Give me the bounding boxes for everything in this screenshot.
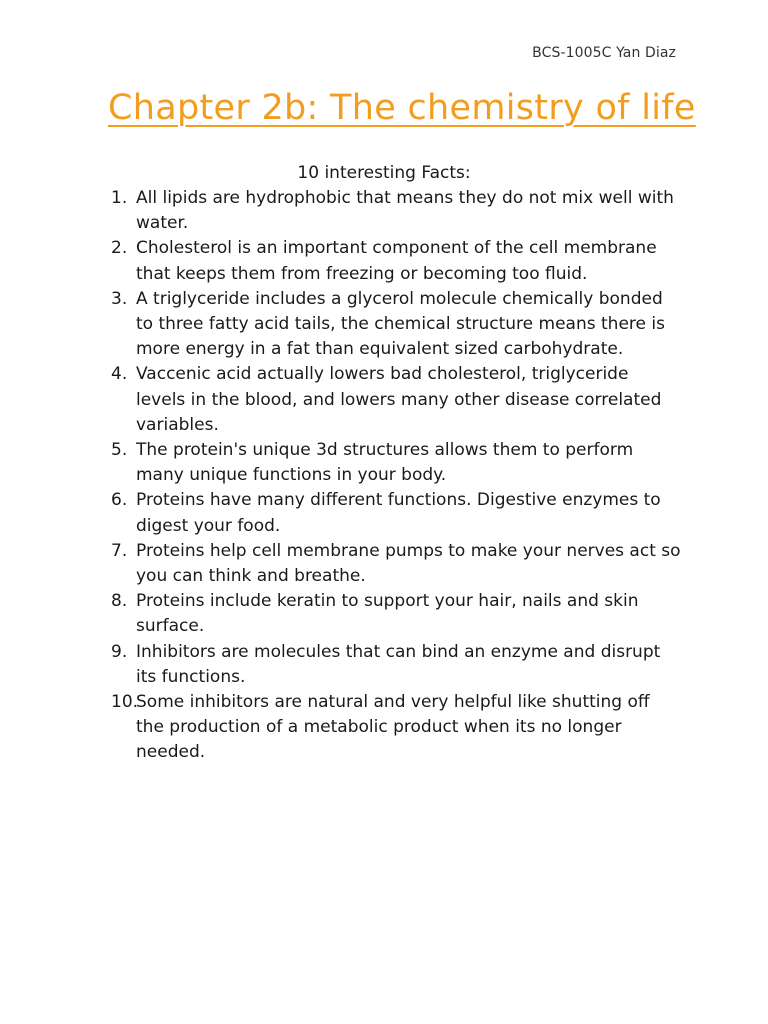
fact-text: Inhibitors are molecules that can bind an enzyme and disrupt its functions. [136, 641, 661, 687]
fact-item [111, 186, 681, 236]
fact-text: Proteins have many different functions. Digestive enzymes to digest your food. [136, 490, 661, 536]
fact-text: All lipids are hydrophobic that means they do not mix well with water. [136, 188, 674, 234]
fact-item [111, 690, 681, 766]
fact-number: 1. [111, 188, 128, 208]
course-author-header: BCS-1005C Yan Diaz [532, 45, 676, 61]
fact-item [111, 539, 681, 589]
fact-number: 10. [111, 692, 139, 713]
fact-item [111, 438, 681, 488]
fact-text: Some inhibitors are natural and very helpful like shutting off the production of a metabolic product when its no longer needed. [136, 692, 650, 763]
fact-number: 5. [111, 440, 128, 461]
fact-text: Proteins help cell membrane pumps to make your nerves act so you can think and breathe. [136, 540, 681, 587]
fact-text: The protein's unique 3d structures allows them to perform many unique functions in your body. [136, 440, 634, 486]
fact-item [111, 236, 681, 286]
fact-number: 7. [111, 540, 128, 561]
fact-item [111, 287, 681, 363]
fact-number: 8. [111, 591, 128, 612]
chapter-title: Chapter 2b: The chemistry of life [108, 88, 696, 128]
fact-number: 3. [111, 288, 128, 309]
fact-text: Proteins include keratin to support your hair, nails and skin surface. [136, 591, 639, 637]
fact-number: 2. [111, 238, 128, 259]
fact-number: 9. [111, 641, 128, 662]
fact-text: A triglyceride includes a glycerol molecule chemically bonded to three fatty acid tails, the chemical structure means there is more energy in a fat than equivalent sized carbohydrate. [136, 288, 665, 360]
fact-item [111, 362, 681, 438]
fact-item [111, 488, 681, 538]
facts-list [111, 186, 681, 766]
fact-text: Vaccenic acid actually lowers bad cholesterol, triglyceride levels in the blood, and lowers many other disease correlated variables. [136, 364, 662, 435]
fact-number: 4. [111, 364, 128, 385]
facts-heading: 10 interesting Facts: [297, 163, 471, 183]
fact-number: 6. [111, 490, 128, 511]
fact-text: Cholesterol is an important component of the cell membrane that keeps them from freezing or becoming too fluid. [136, 238, 657, 284]
fact-item [111, 589, 681, 639]
fact-item [111, 640, 681, 690]
